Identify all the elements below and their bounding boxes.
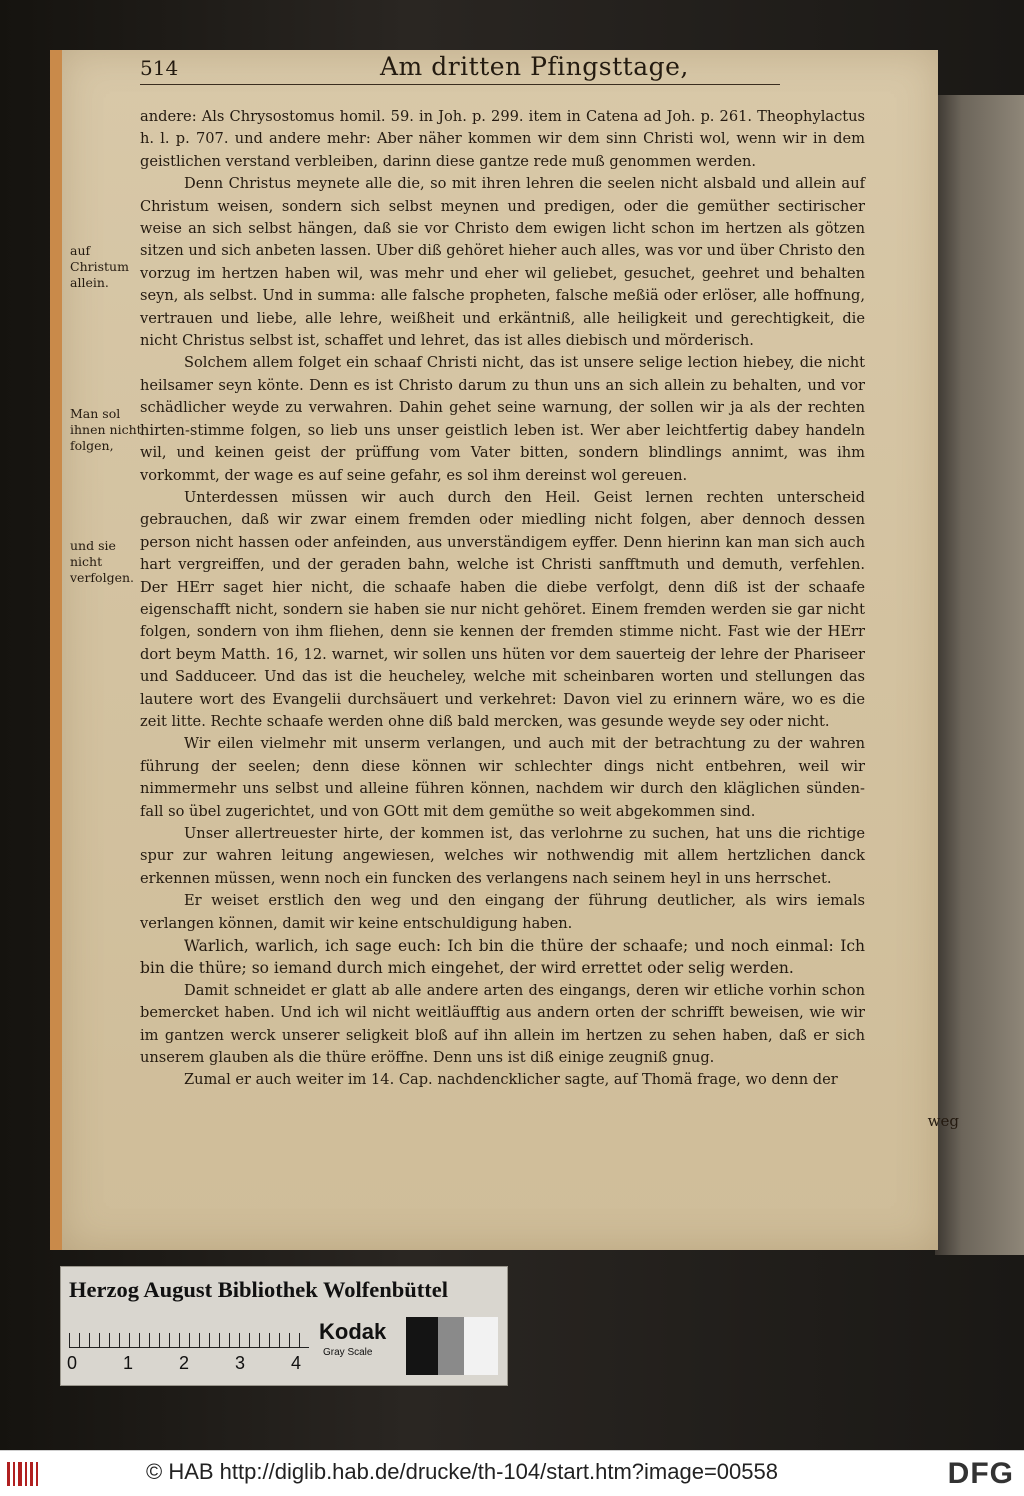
adjacent-page-edge — [935, 95, 1024, 1255]
kodak-logo: Kodak — [319, 1319, 387, 1344]
library-name: Herzog August Bibliothek Wolfenbüttel — [69, 1277, 448, 1302]
viewer-footer — [0, 1450, 1024, 1496]
paragraph: Solchem allem folget ein schaaf Christi nicht, das ist unsere selige lection hiebey, die nicht heilsamer seyn könte. Denn es ist Christo darum zu thun uns an sich allein zu behalten, und vor schädlicher weyde zu verwahren. Dahin gehet seine warnung, der sollen wir ja als der rechten hirten-stimme folgen, so lieb uns unser geistlich leben ist. Wer aber leichtfertig dabey handeln wil, und keinen geist der prüffung vom Vater bitten, sondern blindlings annimt, was ihm vorkommt, der wage es auf seine gefahr, es sol ihm dereinst wol gereuen. — [140, 354, 865, 484]
ruler-number: 2 — [179, 1353, 190, 1373]
page-header — [140, 52, 780, 85]
ruler-numbers — [67, 1353, 307, 1375]
catchword: weg — [927, 1112, 959, 1130]
ruler-number: 1 — [123, 1353, 134, 1373]
paragraph: Damit schneidet er glatt ab alle andere arten des eingangs, deren wir etliche vorhin schon bemercket haben. Und ich wil nicht weitläufftig aus andern orten der schrifft beweisen, wie wir im gantzen werck unserer seligkeit bloß auf ihn allein im hertzen zu sehen haben, daß er sich unserem glauben als die thüre eröffne. Denn uns ist diß einige zeugniß gnug. — [140, 981, 865, 1067]
margin-note-2: Man sol ihnen nicht folgen, — [70, 406, 142, 453]
paragraph: Wir eilen vielmehr mit unserm verlangen, und auch mit der betrachtung zu der wahren führung der seelen; denn diese können wir schlechter dings nicht entbehren, weil wir nimmermehr uns selbst und alleine führen können, nachdem wir durch den kläglichen sünden-fall so übel zugerichtet, und von GOtt mit dem gemüthe so weit abgekommen sind. — [140, 735, 865, 820]
paragraph: Zumal er auch weiter im 14. Cap. nachdencklicher sagte, auf Thomä frage, wo denn der — [184, 1071, 838, 1089]
color-calibration-card — [60, 1266, 508, 1386]
gray-scale-label: Gray Scale — [323, 1347, 373, 1358]
page-number: 514 — [140, 56, 179, 80]
paragraph: Denn Christus meynete alle die, so mit ihren lehren die seelen nicht alsbald und allein auf Christum weisen, sondern sich selbst meynen und predigen, oder die gemüther sectirischer weise an sich selbst hängen, daß sie vor Christo dem ewigen licht schon im hertzen als götzen sitzen und sich anbeten lassen. Uber diß gehöret hieher auch alles, was vor und über Christo den vorzug im hertzen haben wil, was mehr und eher wil geliebet, gesuchet, geehret und behalten seyn, als selbst. Und in summa: alle falsche propheten, falsche meßiä oder erlöser, alle hoffnung, vertrauen und liebe, alle lehre, weißheit und erkäntniß, alle heiligkeit und gerechtigkeit, die nicht Christus selbst ist, schaffet und lehret, das ist alles diebisch und mörderisch. — [140, 175, 865, 350]
ruler-number: 0 — [67, 1353, 78, 1373]
hab-barcode-icon — [6, 1459, 40, 1489]
paragraph: andere: Als Chrysostomus homil. 59. in Joh. p. 299. item in Catena ad Joh. p. 261. Theophylactus h. l. p. 707. und andere mehr: Aber näher kommen wir dem sinn Christi wol, wenn wir in dem geistlichen verstand verbleiben, darinn diese gantze rede muß genommen werden. — [140, 108, 865, 170]
gray-patch-white — [464, 1317, 498, 1375]
measurement-ruler — [69, 1319, 309, 1348]
ruler-number: 3 — [235, 1353, 246, 1373]
margin-note-1: auf Christum allein. — [70, 243, 129, 290]
copyright-url[interactable]: © HAB http://diglib.hab.de/drucke/th-104/start.htm?image=00558 — [146, 1459, 778, 1484]
body-text — [140, 106, 865, 1092]
paragraph: Unterdessen müssen wir auch durch den Heil. Geist lernen rechten unterscheid gebrauchen, daß wir zwar einem fremden oder miedling nicht folgen, aber dennoch dessen person nicht hassen oder anfeinden, aus unverständigem eyffer. Denn hierinn kan man sich auch hart vergreiffen, und der geraden bahn, welche ist Christi sanfftmuth und demuth, verfehlen. Der HErr saget hier nicht, die schaafe haben die diebe verfolgt, denn diß ist der schaafe eigenschafft nicht, sondern sie haben sie nur nicht gehöret. Einem fremden werden sie gar nicht folgen, sondern von ihm fliehen, denn sie kennen der fremden stimme nicht. Fast wie der HErr dort beym Matth. 16, 12. warnet, wir sollen uns hüten vor dem sauerteig der lehre der Phariseer und Sadduceer. Und das ist die heucheley, welche mit scheinbaren worten und stellungen das lautere wort des Evangelii durchsäuert und verkehret: Davon viel zu erinnern wäre, wo es die zeit litte. Rechte schaafe werden ohne diß bald mercken, was gesunde weyde sey oder nicht. — [140, 488, 865, 730]
paragraph: Unser allertreuester hirte, der kommen ist, das verlohrne zu suchen, hat uns die richtige spur zur wahren leitung angewiesen, welches wir nothwendig mit allem hertzlichen danck erkennen müssen, wenn noch ein funcken des verlangens nach seinem heyl in uns herrschet. — [140, 825, 865, 887]
paragraph: Er weiset erstlich den weg und den eingang der führung deutlicher, als wirs iemals verlangen können, damit wir keine entschuldigung haben. — [140, 892, 865, 932]
gray-patch-black — [406, 1317, 438, 1375]
gray-patch-mid — [438, 1317, 464, 1375]
margin-note-3: und sie nicht verfolgen. — [70, 538, 135, 585]
running-title: Am dritten Pfingsttage, — [380, 52, 689, 81]
ruler-number: 4 — [291, 1353, 302, 1373]
dfg-logo: DFG — [947, 1457, 1014, 1490]
scripture-quote: Warlich, warlich, ich sage euch: Ich bin die thüre der schaafe; und noch einmal: Ich bin die thüre; so iemand durch mich eingehet, der wird errettet oder selig werden. — [140, 937, 865, 978]
